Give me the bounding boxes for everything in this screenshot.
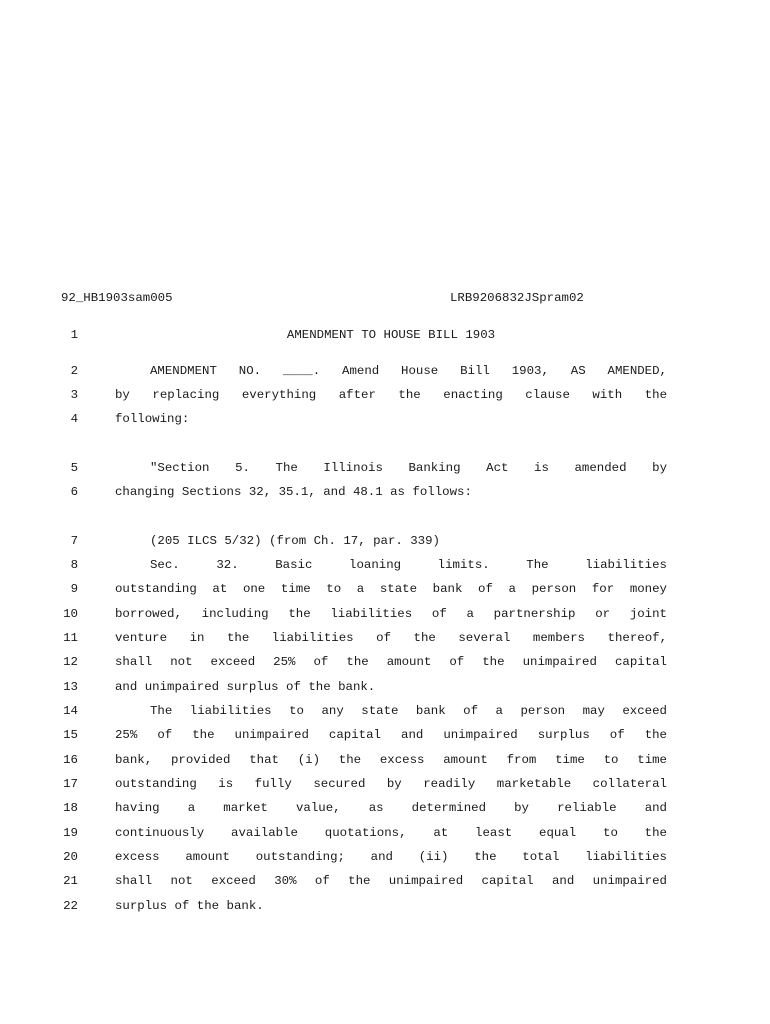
line-text: by replacing everything after the enacting clause with the: [115, 388, 667, 402]
line-number: 7: [70, 534, 78, 548]
amendment-title: AMENDMENT TO HOUSE BILL 1903: [286, 328, 496, 342]
text-line: [0, 534, 770, 550]
text-line: [0, 728, 770, 744]
text-line: [0, 461, 770, 477]
line-text: surplus of the bank.: [115, 899, 264, 913]
text-line: [0, 364, 770, 380]
line-text: having a market value, as determined by reliable and: [115, 801, 667, 815]
line-number: 17: [63, 777, 78, 791]
text-line: [0, 631, 770, 647]
text-line: [0, 582, 770, 598]
line-text: AMENDMENT NO. ____. Amend House Bill 1903, AS AMENDED,: [150, 364, 667, 378]
line-text: shall not exceed 25% of the amount of the unimpaired capital: [115, 655, 667, 669]
line-number: 20: [63, 850, 78, 864]
text-line: [0, 899, 770, 915]
line-number: 18: [63, 801, 78, 815]
text-line: [0, 485, 770, 501]
line-number: 6: [70, 485, 78, 499]
line-text: "Section 5. The Illinois Banking Act is amended by: [150, 461, 667, 475]
text-line: [0, 655, 770, 671]
text-line: [0, 412, 770, 428]
text-line: [0, 801, 770, 817]
line-number: 4: [70, 412, 78, 426]
text-line: [0, 826, 770, 842]
line-text: borrowed, including the liabilities of a partnership or joint: [115, 607, 667, 621]
line-number: 9: [70, 582, 78, 596]
line-text: bank, provided that (i) the excess amount from time to time: [115, 753, 667, 767]
line-text: following:: [115, 412, 190, 426]
line-number: 10: [63, 607, 78, 621]
line-number: 2: [70, 364, 78, 378]
text-line: [0, 753, 770, 769]
line-number: 21: [63, 874, 78, 888]
line-number: 5: [70, 461, 78, 475]
line-number: 11: [63, 631, 78, 645]
line-text: venture in the liabilities of the several members thereof,: [115, 631, 667, 645]
line-number: 3: [70, 388, 78, 402]
text-line: [0, 680, 770, 696]
line-text: Sec. 32. Basic loaning limits. The liabilities: [150, 558, 667, 572]
line-number: 16: [63, 753, 78, 767]
text-line: [0, 874, 770, 890]
text-line: [0, 777, 770, 793]
document-id-left: 92_HB1903sam005: [61, 291, 173, 305]
line-number: 22: [63, 899, 78, 913]
text-line: [0, 388, 770, 404]
line-text: outstanding is fully secured by readily marketable collateral: [115, 777, 667, 791]
line-number: 14: [63, 704, 78, 718]
line-number: 15: [63, 728, 78, 742]
line-text: shall not exceed 30% of the unimpaired capital and unimpaired: [115, 874, 667, 888]
document-id-right: LRB9206832JSpram02: [450, 291, 584, 305]
text-line: [0, 328, 770, 344]
line-text: changing Sections 32, 35.1, and 48.1 as follows:: [115, 485, 472, 499]
line-text: excess amount outstanding; and (ii) the total liabilities: [115, 850, 667, 864]
line-number: 8: [70, 558, 78, 572]
text-line: [0, 850, 770, 866]
line-text: continuously available quotations, at least equal to the: [115, 826, 667, 840]
text-line: [0, 607, 770, 623]
line-text: (205 ILCS 5/32) (from Ch. 17, par. 339): [150, 534, 440, 548]
line-number: 19: [63, 826, 78, 840]
line-number: 1: [70, 328, 78, 342]
line-text: and unimpaired surplus of the bank.: [115, 680, 376, 694]
line-text: The liabilities to any state bank of a person may exceed: [150, 704, 667, 718]
line-text: 25% of the unimpaired capital and unimpaired surplus of the: [115, 728, 667, 742]
line-number: 12: [63, 655, 78, 669]
line-number: 13: [63, 680, 78, 694]
text-line: [0, 704, 770, 720]
text-line: [0, 558, 770, 574]
line-text: outstanding at one time to a state bank of a person for money: [115, 582, 667, 596]
